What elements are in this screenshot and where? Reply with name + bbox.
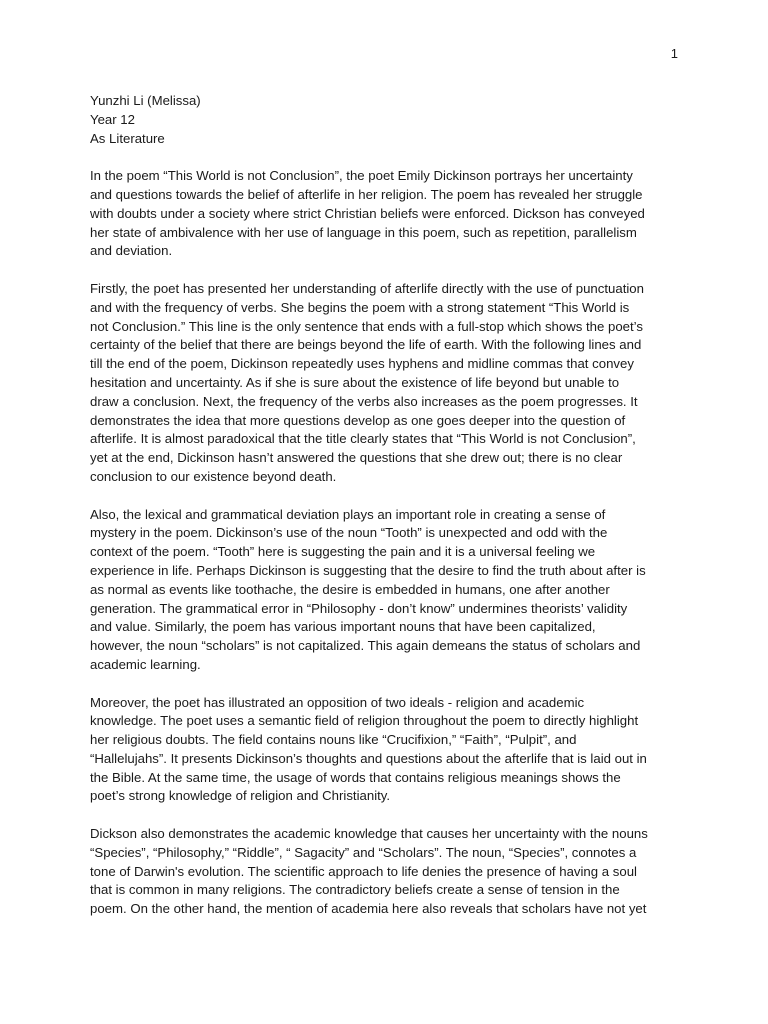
paragraph-line: poet’s strong knowledge of religion and Christianity. bbox=[90, 788, 391, 804]
paragraph-line: and questions towards the belief of afterlife in her religion. The poem has revealed her struggle bbox=[90, 186, 643, 202]
paragraph-line: In the poem “This World is not Conclusion”, the poet Emily Dickinson portrays her uncertainty bbox=[90, 168, 633, 184]
paragraph-line: that is common in many religions. The contradictory beliefs create a sense of tension in the bbox=[90, 882, 620, 898]
paragraph-line: generation. The grammatical error in “Philosophy - don’t know” undermines theorists’ validity bbox=[90, 600, 628, 616]
paragraph-line: tone of Darwin's evolution. The scientific approach to life denies the presence of having a soul bbox=[90, 863, 637, 879]
paragraph-line: “Species”, “Philosophy,” “Riddle”, “ Sagacity” and “Scholars”. The noun, “Species”, connotes a bbox=[90, 844, 637, 860]
paragraph-religion bbox=[90, 694, 690, 807]
paragraph-intro bbox=[90, 167, 690, 261]
paragraph-line: the Bible. At the same time, the usage of words that contains religious meanings shows the bbox=[90, 769, 621, 785]
paragraph-line: and value. Similarly, the poem has various important nouns that have been capitalized, bbox=[90, 619, 596, 635]
year-level: Year 12 bbox=[90, 111, 135, 127]
paragraph-punctuation bbox=[90, 280, 690, 487]
paragraph-line: conclusion to our existence beyond death. bbox=[90, 468, 337, 484]
paragraph-line: Dickson also demonstrates the academic knowledge that causes her uncertainty with the nouns bbox=[90, 826, 648, 842]
paragraph-line: yet at the end, Dickinson hasn’t answered the questions that she drew out; there is no clear bbox=[90, 450, 623, 466]
paragraph-line: and with the frequency of verbs. She begins the poem with a strong statement “This World is bbox=[90, 299, 630, 315]
paragraph-line: her religious doubts. The field contains nouns like “Crucifixion,” “Faith”, “Pulpit”, and bbox=[90, 732, 577, 748]
paragraph-line: not Conclusion.” This line is the only sentence that ends with a full-stop which shows the poet’s bbox=[90, 318, 643, 334]
paragraph-line: and deviation. bbox=[90, 243, 173, 259]
paragraph-line: mystery in the poem. Dickinson’s use of the noun “Tooth” is unexpected and odd with the bbox=[90, 525, 608, 541]
paragraph-line: Firstly, the poet has presented her understanding of afterlife directly with the use of punctuation bbox=[90, 280, 644, 296]
paragraph-line: hesitation and uncertainty. As if she is sure about the existence of life beyond but unable to bbox=[90, 374, 620, 390]
paragraph-line: certainty of the belief that there are beings beyond the life of earth. With the following lines and bbox=[90, 337, 642, 353]
paragraph-academic bbox=[90, 825, 690, 919]
author-name: Yunzhi Li (Melissa) bbox=[90, 93, 201, 108]
document-header bbox=[90, 92, 690, 148]
paragraph-line: afterlife. It is almost paradoxical that the title clearly states that “This World is not Conclusion”, bbox=[90, 431, 636, 447]
paragraph-line: experience in life. Perhaps Dickinson is suggesting that the desire to find the truth about after is bbox=[90, 562, 646, 578]
paragraph-line: with doubts under a society where strict Christian beliefs were enforced. Dickson has conveyed bbox=[90, 205, 645, 221]
paragraph-line: as normal as events like toothache, the desire is embedded in humans, one after another bbox=[90, 581, 610, 597]
paragraph-line: her state of ambivalence with her use of language in this poem, such as repetition, parallelism bbox=[90, 224, 637, 240]
page-number: 1 bbox=[670, 46, 678, 61]
paragraph-line: knowledge. The poet uses a semantic field of religion throughout the poem to directly highlight bbox=[90, 713, 639, 729]
paragraph-line: poem. On the other hand, the mention of academia here also reveals that scholars have not yet bbox=[90, 901, 647, 917]
paragraph-deviation bbox=[90, 506, 690, 675]
paragraph-line: till the end of the poem, Dickinson repeatedly uses hyphens and midline commas that convey bbox=[90, 356, 634, 372]
paragraph-line: demonstrates the idea that more questions develop as one goes deeper into the question of bbox=[90, 412, 626, 428]
document-body bbox=[90, 92, 690, 938]
paragraph-line: however, the noun “scholars” is not capitalized. This again demeans the status of scholars and bbox=[90, 638, 641, 654]
paragraph-line: Moreover, the poet has illustrated an opposition of two ideals - religion and academic bbox=[90, 694, 585, 710]
paragraph-line: Also, the lexical and grammatical deviation plays an important role in creating a sense of bbox=[90, 506, 606, 522]
paragraph-line: draw a conclusion. Next, the frequency of the verbs also increases as the poem progresses. It bbox=[90, 393, 638, 409]
subject-name: As Literature bbox=[90, 130, 165, 146]
paragraph-line: academic learning. bbox=[90, 656, 201, 672]
paragraph-line: “Hallelujahs”. It presents Dickinson’s thoughts and questions about the afterlife that is laid out in bbox=[90, 750, 647, 766]
paragraph-line: context of the poem. “Tooth” here is suggesting the pain and it is a universal feeling we bbox=[90, 544, 596, 560]
